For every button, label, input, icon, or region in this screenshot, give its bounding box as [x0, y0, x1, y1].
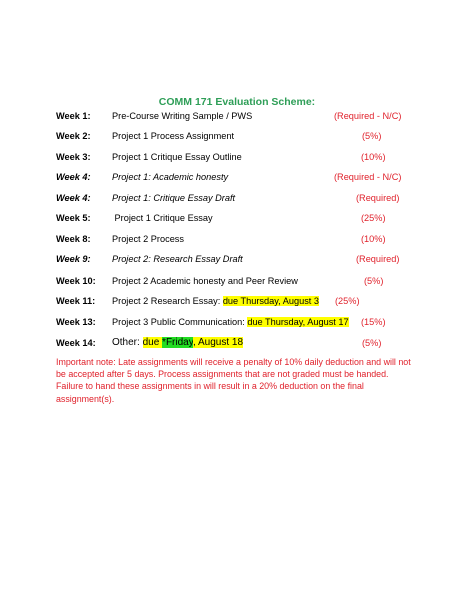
assignment-description: Project 3 Public Communication: due Thursday, August 17 — [112, 317, 349, 327]
assignment-description: Project 1 Process Assignment — [112, 131, 235, 141]
schedule-row — [0, 211, 474, 225]
week-label: Week 4: — [56, 193, 91, 203]
schedule-row — [0, 191, 474, 205]
assignment-weight: (5%) — [362, 338, 382, 348]
document-title: COMM 171 Evaluation Scheme: — [158, 96, 316, 108]
schedule-row — [0, 294, 474, 308]
due-date-highlight: due — [142, 337, 163, 348]
due-day-highlight: *Friday — [162, 337, 193, 348]
assignment-description: Project 2 Academic honesty and Peer Review — [112, 276, 298, 286]
schedule-row — [0, 109, 474, 123]
assignment-description: Project 1 Critique Essay Outline — [112, 152, 242, 162]
week-label: Week 1: — [56, 111, 91, 121]
assignment-description: Project 1: Critique Essay Draft — [112, 193, 236, 203]
assignment-weight: (25%) — [335, 296, 360, 306]
week-label: Week 2: — [56, 131, 91, 141]
assignment-description: Project 2 Research Essay: due Thursday, August 3 — [112, 296, 320, 306]
week-label: Week 10: — [56, 276, 96, 286]
assignment-weight: (15%) — [361, 317, 386, 327]
assignment-weight: (Required - N/C) — [334, 172, 402, 182]
assignment-weight: (10%) — [361, 152, 386, 162]
schedule-row — [0, 315, 474, 329]
week-label: Week 14: — [56, 338, 96, 348]
week-label: Week 3: — [56, 152, 91, 162]
schedule-row — [0, 129, 474, 143]
due-date-highlight: due Thursday, August 3 — [222, 296, 320, 306]
assignment-weight: (Required) — [356, 254, 400, 264]
schedule-row — [0, 170, 474, 184]
due-date-highlight: , August 18 — [192, 337, 244, 348]
week-label: Week 4: — [56, 172, 91, 182]
schedule-row — [0, 274, 474, 288]
week-label: Week 13: — [56, 317, 96, 327]
schedule-row — [0, 252, 474, 266]
assignment-weight: (25%) — [361, 213, 386, 223]
week-label: Week 8: — [56, 234, 91, 244]
assignment-description: Project 2 Process — [112, 234, 184, 244]
assignment-weight: (10%) — [361, 234, 386, 244]
assignment-weight: (Required - N/C) — [334, 111, 402, 121]
assignment-description: Project 1: Academic honesty — [112, 172, 229, 182]
schedule-row — [0, 336, 474, 350]
due-date-highlight: due Thursday, August 17 — [247, 317, 349, 327]
assignment-description: Project 1 Critique Essay — [112, 213, 213, 223]
assignment-description: Project 2: Research Essay Draft — [112, 254, 243, 264]
assignment-weight: (5%) — [362, 131, 382, 141]
schedule-row — [0, 232, 474, 246]
late-policy-note: Important note: Late assignments will receive a penalty of 10% daily deduction and will not be accepted after 5 days. Process assignments that are not graded must be handed. Failure to hand these assignments in will result in a 20% deduction on the final assignment(s). — [56, 357, 411, 404]
week-label: Week 11: — [56, 296, 96, 306]
assignment-weight: (Required) — [356, 193, 400, 203]
schedule-row — [0, 150, 474, 164]
week-label: Week 5: — [56, 213, 91, 223]
assignment-description: Pre-Course Writing Sample / PWS — [112, 111, 253, 121]
week-label: Week 9: — [56, 254, 91, 264]
assignment-weight: (5%) — [364, 276, 384, 286]
assignment-description: Other: due *Friday, August 18 — [112, 337, 244, 348]
